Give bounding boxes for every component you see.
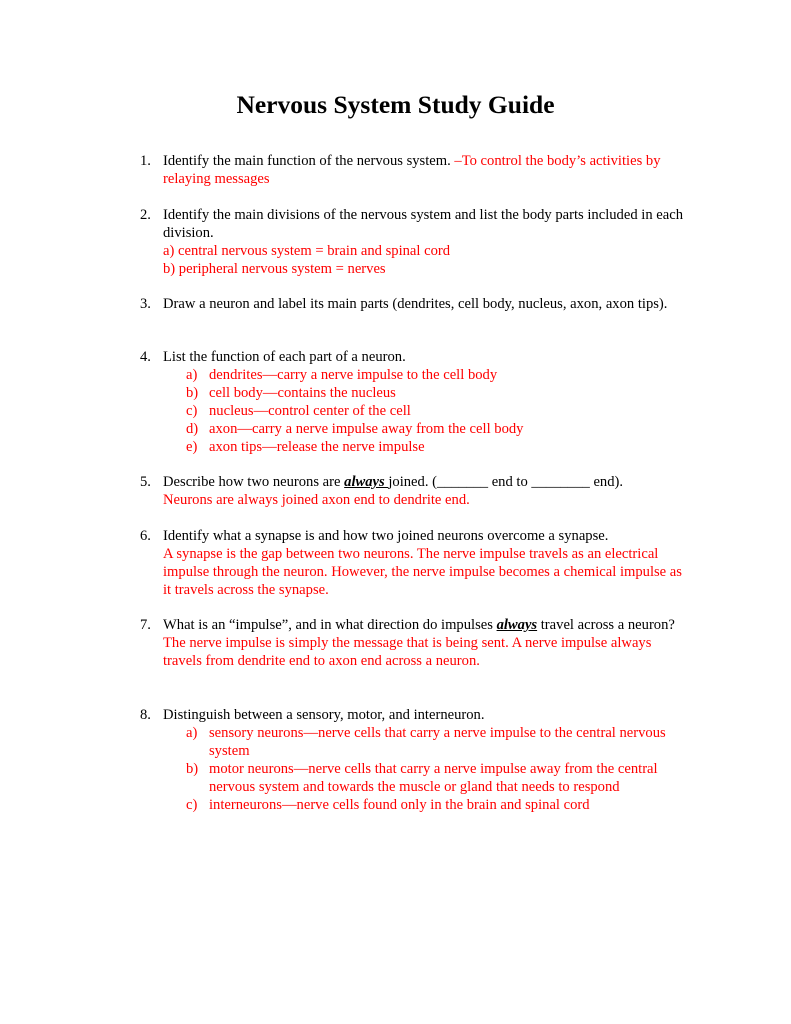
list-item-letter: c) [186,797,198,813]
list-item [186,760,685,796]
list-item-letter: a) [186,367,198,383]
answer-text: a) central nervous system = brain and spinal cord [163,243,451,259]
question-number: 3. [140,296,151,312]
list-item-text: axon—carry a nerve impulse away from the cell body [209,421,524,437]
list-item [186,796,685,814]
list-item [186,384,685,402]
question-4 [140,348,685,456]
answer-text: The nerve impulse is simply the message that is being sent. A nerve impulse always travels from dendrite end to axon end across a neuron. [163,635,652,669]
list-item-text: motor neurons—nerve cells that carry a nerve impulse away from the central nervous system and towards the muscle or gland that needs to respond [209,761,658,795]
question-number: 1. [140,153,151,169]
list-item-text: interneurons—nerve cells found only in the brain and spinal cord [209,797,590,813]
emphasis-text: always [344,474,389,490]
question-number: 2. [140,207,151,223]
list-item-letter: c) [186,403,198,419]
list-item [186,438,685,456]
list-item [186,402,685,420]
list-item-text: axon tips—release the nerve impulse [209,439,425,455]
emphasis-text: always [496,617,538,633]
question-3 [140,295,685,313]
question-number: 5. [140,474,151,490]
question-number: 6. [140,528,151,544]
answer-text: Neurons are always joined axon end to dendrite end. [163,492,470,508]
question-text: Identify the main divisions of the nervous system and list the body parts included in each division. [163,207,684,241]
list-item-letter: b) [186,761,199,777]
answer-text: A synapse is the gap between two neurons. The nerve impulse travels as an electrical impulse through the neuron. However, the nerve impulse becomes a chemical impulse as it travels across the synapse. [163,546,682,598]
question-text [163,616,685,634]
question-1 [140,152,685,188]
answer-text: b) peripheral nervous system = nerves [163,261,386,277]
question-text: Identify the main function of the nervous system. [163,153,455,169]
question-body [163,706,685,724]
question-body [163,616,685,670]
list-item-text: dendrites—carry a nerve impulse to the cell body [209,367,498,383]
question-text-part: What is an “impulse”, and in what direction do impulses [163,617,497,633]
list-item-text: sensory neurons—nerve cells that carry a nerve impulse to the central nervous system [209,725,666,759]
question-body [163,348,685,366]
list-item [186,420,685,438]
list-item [186,724,685,760]
list-item-letter: b) [186,385,199,401]
list-item-text: cell body—contains the nucleus [209,385,396,401]
answer-text: –To control the body’s activities by relaying messages [163,153,661,187]
question-text-part: Describe how two neurons are [163,474,345,490]
question-number: 7. [140,617,151,633]
question-body [163,295,685,313]
question-text: Distinguish between a sensory, motor, and interneuron. [163,707,485,723]
question-body [163,473,685,509]
list-item-letter: a) [186,725,198,741]
question-2 [140,206,685,278]
question-text: List the function of each part of a neuron. [163,349,406,365]
question-6 [140,527,685,599]
list-item-letter: e) [186,439,198,455]
question-text: Draw a neuron and label its main parts (dendrites, cell body, nucleus, axon, axon tips). [163,296,668,312]
question-text: Identify what a synapse is and how two joined neurons overcome a synapse. [163,528,609,544]
question-body [163,206,685,278]
question-body [163,527,685,599]
question-number: 4. [140,349,151,365]
question-5 [140,473,685,509]
list-item-text: nucleus—control center of the cell [209,403,411,419]
question-7 [140,616,685,670]
question-number: 8. [140,707,151,723]
list-item-letter: d) [186,421,199,437]
question-body [163,152,685,188]
question-8 [140,706,685,814]
list-item [186,366,685,384]
page-title: Nervous System Study Guide [236,90,555,119]
question-text-part: joined. (_______ end to ________ end). [388,474,624,490]
question-text [163,473,685,491]
question-text-part: travel across a neuron? [537,617,675,633]
